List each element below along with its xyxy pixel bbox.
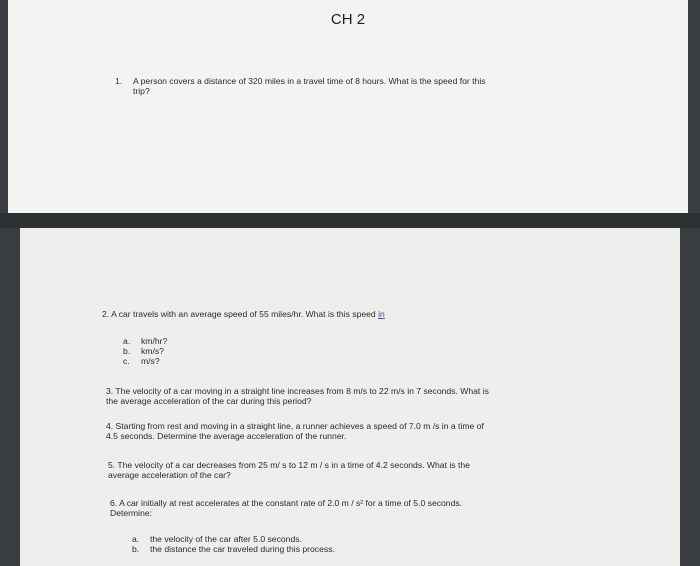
question-3-line-2: the average acceleration of the car during this period? xyxy=(106,396,312,406)
question-4-line-2: 4.5 seconds. Determine the average acceleration of the runner. xyxy=(106,431,347,441)
question-6-option-b: b. the distance the car traveled during this process. xyxy=(132,544,335,554)
question-6-options xyxy=(132,534,335,554)
question-1-line-1: A person covers a distance of 320 miles in a travel time of 8 hours. What is the speed for this xyxy=(133,76,486,86)
question-2-option-c: c. m/s? xyxy=(123,356,160,366)
question-1-number: 1. xyxy=(115,76,123,86)
question-5-line-1: 5. The velocity of a car decreases from 25 m/ s to 12 m / s in a time of 4.2 seconds. What is the xyxy=(108,460,470,470)
question-3 xyxy=(106,386,666,406)
question-6-option-a: a. the velocity of the car after 5.0 seconds. xyxy=(132,534,302,544)
question-6 xyxy=(110,498,670,518)
question-1-line-2: trip? xyxy=(133,86,150,96)
question-4 xyxy=(106,421,666,441)
page-title: CH 2 xyxy=(330,11,366,28)
question-2-option-b: b. km/s? xyxy=(123,346,164,356)
question-2-option-a: a. km/hr? xyxy=(123,336,168,346)
worksheet-page-1 xyxy=(8,0,688,213)
question-2-link[interactable]: in xyxy=(378,309,385,319)
question-2-text: 2. A car travels with an average speed of 55 miles/hr. What is this speed xyxy=(102,309,376,319)
question-5 xyxy=(108,460,668,480)
question-2 xyxy=(102,309,662,319)
question-1 xyxy=(115,76,635,96)
question-4-line-1: 4. Starting from rest and moving in a straight line, a runner achieves a speed of 7.0 m /s in a time of xyxy=(106,421,484,431)
question-2-options xyxy=(123,336,167,366)
question-5-line-2: average acceleration of the car? xyxy=(108,470,231,480)
page-separator xyxy=(0,213,700,228)
question-3-line-1: 3. The velocity of a car moving in a straight line increases from 8 m/s to 22 m/s in 7 seconds. What is xyxy=(106,386,489,396)
worksheet-page-2 xyxy=(20,228,680,566)
question-6-line-2: Determine: xyxy=(110,508,153,518)
question-6-line-1: 6. A car initially at rest accelerates at the constant rate of 2.0 m / s² for a time of 5.0 seconds. xyxy=(110,498,463,508)
